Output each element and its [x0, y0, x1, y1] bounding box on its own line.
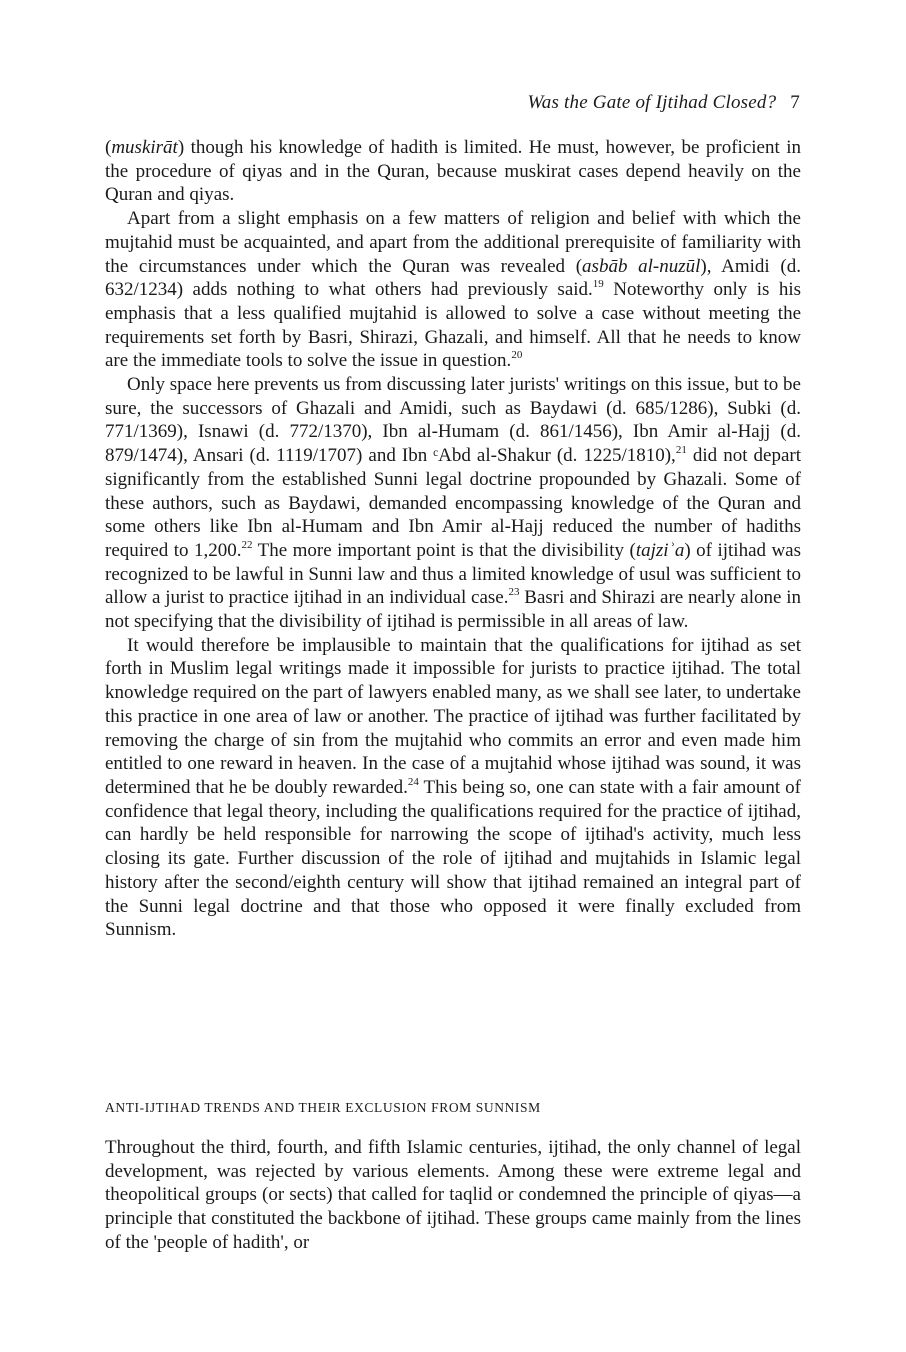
- text-run: The more important point is that the divisibility (: [252, 539, 636, 561]
- text-run: Noteworthy only is his emphasis that a less qualified mujtahid is allowed to solve a case without meeting the requirements set forth by Basri, Shirazi, Ghazali, and himself. All that he needs to know are the immediate tools to solve the issue in question.: [105, 279, 802, 372]
- paragraph: [105, 207, 801, 373]
- text-run: This being so, one can state with a fair amount of confidence that legal theory, including the qualifications required for the practice of ijtihad, can hardly be held responsible for narrowing the scope of ijtihad's activity, much less closing its gate. Further discussion of the role of ijtihad and mujtahids in Islamic legal history after the second/eighth century will show that ijtihad remained an integral part of the Sunni legal doctrine and that those who opposed it were finally excluded from Sunnism.: [105, 776, 801, 941]
- footnote-marker: 19: [592, 278, 604, 291]
- italic-term: asbāb al-nuzūl: [582, 255, 701, 277]
- footnote-marker: 24: [407, 775, 419, 788]
- footnote-marker: 23: [508, 586, 520, 599]
- body-text: [105, 136, 801, 942]
- paragraph: [105, 634, 801, 942]
- paragraph: [105, 136, 801, 207]
- text-run: ), Amidi (d. 632/1234) adds nothing to what others had previously said.: [105, 255, 801, 301]
- text-run: It would therefore be implausible to maintain that the qualifications for ijtihad as set forth in Muslim legal writings made it impossible for jurists to practice ijtihad. The total knowledge required on the part of lawyers enabled many, as we shall see later, to undertake this practice in one area of law or another. The practice of ijtihad was further facilitated by removing the charge of sin from the mujtahid who commits an error and even made him entitled to one reward in heaven. In the case of a mujtahid whose ijtihad was sound, it was determined that he be doubly rewarded.: [105, 634, 801, 798]
- text-run: ) though his knowledge of hadith is limited. He must, however, be proficient in the procedure of qiyas and in the Quran, because muskirat cases depend heavily on the Quran and qiyas.: [105, 137, 801, 206]
- footnote-marker: 22: [241, 538, 253, 551]
- section-body-text: [105, 1136, 801, 1255]
- footnote-marker: 20: [511, 349, 523, 362]
- italic-term: muskirāt: [111, 137, 178, 158]
- running-head: [528, 92, 801, 114]
- text-run: Only space here prevents us from discussing later jurists' writings on this issue, but to be sure, the successors of Ghazali and Amidi, such as Baydawi (d. 685/1286), Subki (d. 771/1369), Isnawi (d. 772/1370), Ibn al-Humam (d. 861/1456), Ibn Amir al-Hajj (d. 879/1474), Ansari (d. 1119/1707) and Ibn ᶜAbd al-Shakur (d. 1225/1810),: [105, 374, 801, 467]
- page-number: 7: [790, 92, 800, 113]
- italic-term: tajziʾa: [635, 539, 685, 561]
- section-heading: ANTI-IJTIHAD TRENDS AND THEIR EXCLUSION FROM SUNNISM: [105, 1100, 541, 1115]
- text-run: did not depart significantly from the established Sunni legal doctrine propounded by Ghazali. Some of these authors, such as Baydawi, demanded encompassing knowledge of the Quran and some others like Ibn al-Humam and Ibn Amir al-Hajj reduced the number of hadiths required to 1,200.: [105, 445, 801, 561]
- text-run: (: [105, 137, 112, 158]
- text-run: Throughout the third, fourth, and fifth Islamic centuries, ijtihad, the only channel of legal development, was rejected by various elements. Among these were extreme legal and theopolitical groups (or sects) that called for taqlid or condemned the principle of qiyas—a principle that constituted the backbone of ijtihad. These groups came mainly from the lines of the 'people of hadith', or: [105, 1137, 801, 1253]
- footnote-marker: 21: [675, 444, 687, 457]
- paragraph: [105, 1136, 801, 1255]
- text-run: ) of ijtihad was recognized to be lawful in Sunni law and thus a limited knowledge of usul was sufficient to allow a jurist to practice ijtihad in an individual case.: [105, 539, 802, 609]
- paragraph: [105, 373, 801, 634]
- running-head-title: Was the Gate of Ijtihad Closed?: [527, 92, 777, 113]
- text-run: Apart from a slight emphasis on a few matters of religion and belief with which the mujtahid must be acquainted, and apart from the additional prerequisite of familiarity with the circumstances under which the Quran was revealed (: [105, 208, 801, 277]
- text-run: Basri and Shirazi are nearly alone in not specifying that the divisibility of ijtihad is permissible in all areas of law.: [105, 587, 801, 633]
